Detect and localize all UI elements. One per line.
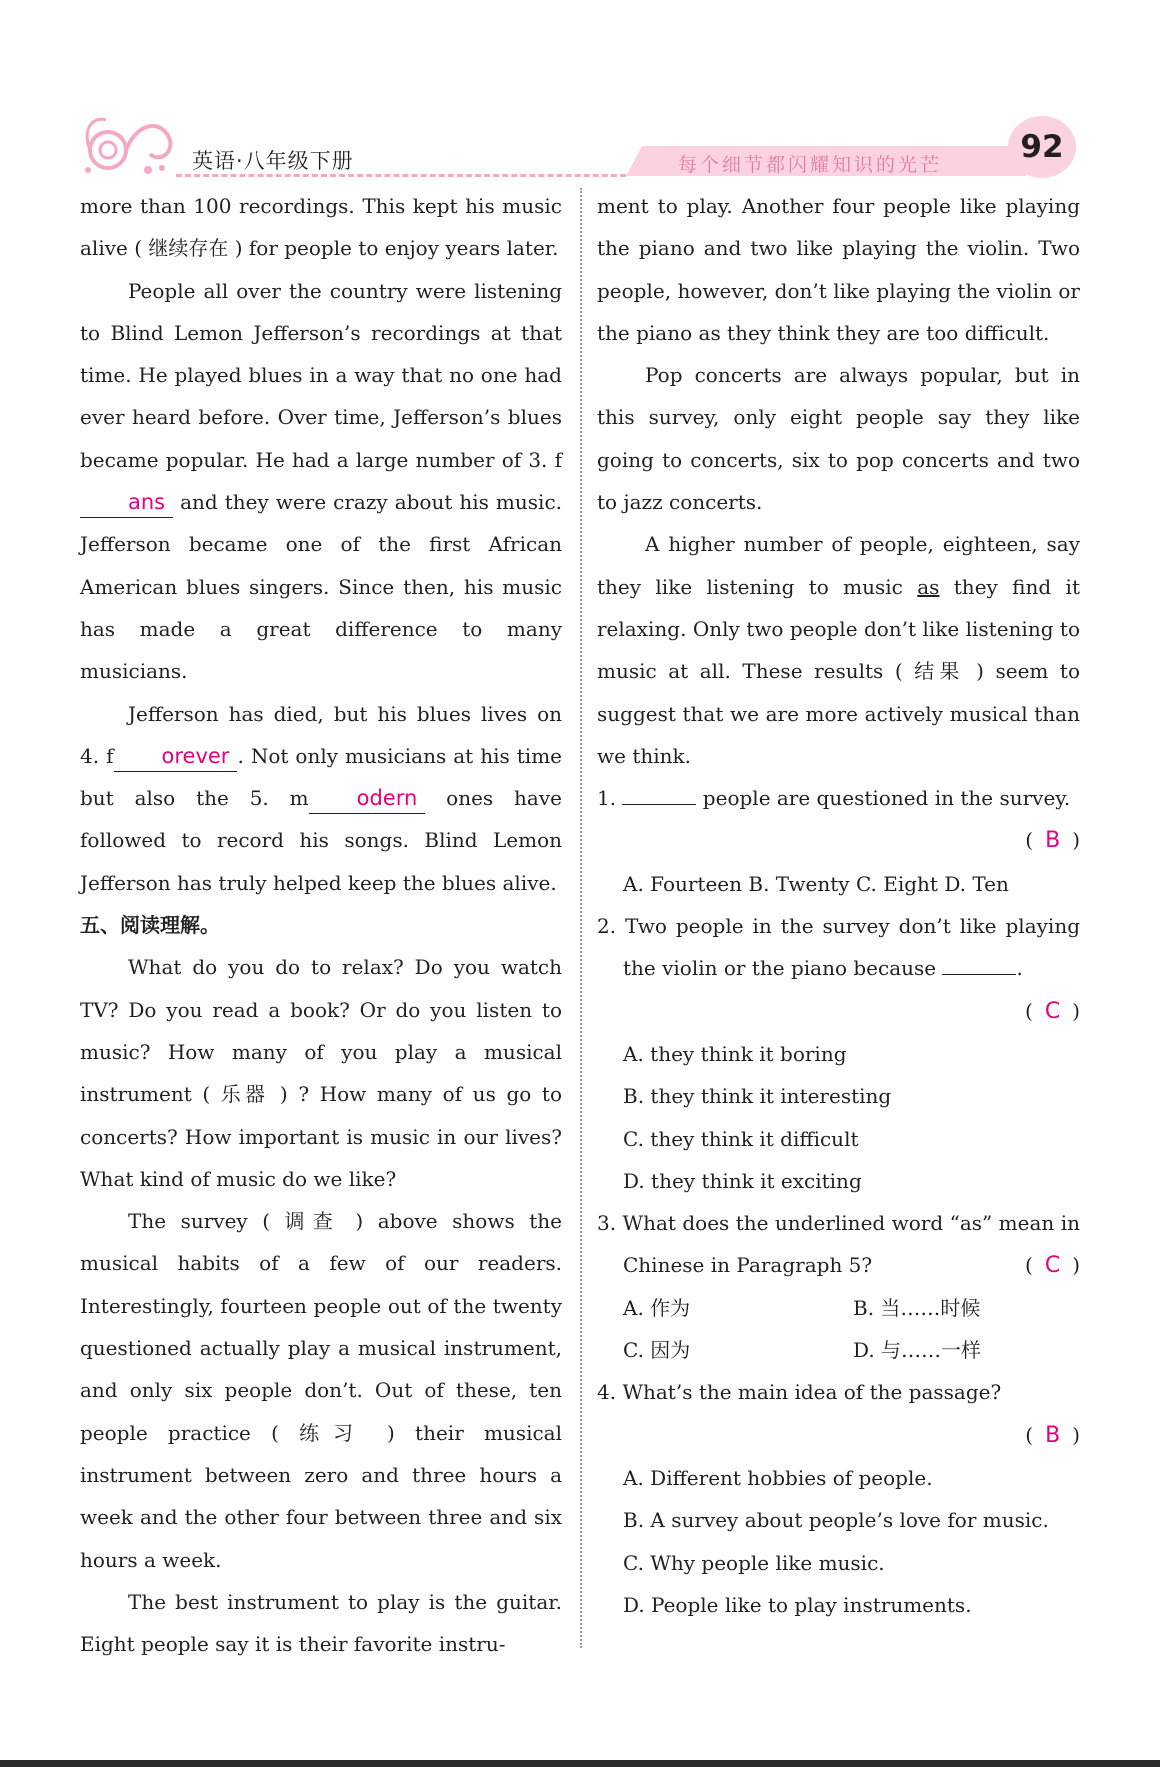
question-text: 2. Two people in the survey don’t like playing the violin or the piano because: [597, 914, 1080, 981]
question-1: [597, 777, 1080, 819]
text-run: People all over the country were listening to Blind Lemon Jefferson’s recordings at that time. He played blues in a way that no one had ever heard before. Over time, Jefferson’s blues became popular. He had a large number of 3. f: [80, 278, 562, 472]
left-column: [80, 185, 562, 1665]
bottom-edge-bar: [0, 1760, 1160, 1767]
text-run: and they were crazy about his music. Jefferson became one of the first African American blues singers. Since then, his music has made a great difference to many musicians.: [80, 490, 562, 684]
question-text: people are questioned in the survey.: [696, 786, 1071, 811]
answer-blank: [622, 782, 696, 805]
paragraph: [80, 693, 562, 904]
column-divider: [580, 188, 582, 1648]
filled-blank-4: orever: [114, 741, 238, 772]
option: A. Different hobbies of people.: [623, 1465, 933, 1490]
subject-title: 英语·八年级下册: [192, 149, 354, 173]
answer-letter: C: [1044, 998, 1061, 1024]
question-number: 1.: [597, 786, 617, 811]
question-3: [597, 1202, 1080, 1287]
right-column: [597, 185, 1080, 1626]
option: B. A survey about people’s love for music.: [623, 1508, 1049, 1533]
option: A. 作为: [623, 1295, 691, 1320]
option: D. People like to play instruments.: [623, 1592, 972, 1617]
answer-bracket: ( C ): [1025, 1253, 1080, 1279]
paragraph: Pop concerts are always popular, but in this survey, only eight people say they like going to concerts, six to pop concerts and two to jazz concerts.: [597, 363, 1080, 515]
question-text: 3. What does the underlined word “as” mean in Chinese in Paragraph 5?: [597, 1211, 1080, 1278]
option: C. they think it difficult: [623, 1126, 859, 1151]
option: C. 因为: [623, 1338, 691, 1363]
paragraph: [597, 523, 1080, 777]
text-run: A higher number of people, eighteen, say they like listening to music: [597, 532, 1080, 599]
text-run: ones have followed to record his songs. Blind Lemon Jefferson has truly helped keep the blues alive.: [80, 786, 562, 895]
answer-blank: [942, 952, 1016, 975]
options-row: [597, 1329, 1080, 1371]
option: D. they think it exciting: [623, 1168, 862, 1193]
option: C. Why people like music.: [623, 1550, 885, 1575]
options-line: A. Fourteen B. Twenty C. Eight D. Ten: [623, 871, 1009, 896]
paragraph: The survey ( 调查 ) above shows the musical habits of a few of our readers. Interestingly, fourteen people out of the twenty questioned actually play a musical instrument, and only six people don’t. Out of these, ten people practice ( 练习 ) their musical instrument between zero and three hours a week and the other four between three and six hours a week.: [80, 1209, 562, 1572]
underlined-word: as: [917, 574, 940, 599]
option: B. 当……时候: [853, 1295, 981, 1320]
answer-letter: B: [1045, 828, 1061, 854]
paragraph: [80, 270, 562, 693]
filled-blank-3: ans: [80, 487, 173, 518]
options-row: [597, 1287, 1051, 1329]
question-2: 2. Two people in the survey don’t like playing the violin or the piano because .: [597, 914, 1080, 981]
answer-bracket: ( B ): [1025, 828, 1080, 854]
option: A. they think it boring: [623, 1041, 847, 1066]
question-4: 4. What’s the main idea of the passage?: [597, 1380, 1002, 1405]
page-number: 92: [1008, 116, 1076, 178]
paragraph: What do you do to relax? Do you watch TV? Do you read a book? Or do you listen to music? How many of you play a musical instrument ( 乐器 ) ? How many of us go to concerts? How important is music in our lives? What kind of music do we like?: [80, 955, 562, 1191]
answer-letter: C: [1044, 1253, 1061, 1279]
paragraph: The best instrument to play is the guitar. Eight people say it is their favorite instru-: [80, 1589, 562, 1657]
paragraph: ment to play. Another four people like playing the piano and two like playing the violin. Two people, however, don’t like playing the violin or the piano as they think they are too difficult.: [597, 194, 1080, 345]
option: B. they think it interesting: [623, 1084, 892, 1109]
slogan-text: 每个细节都闪耀知识的光芒: [678, 154, 943, 176]
option: D. 与……一样: [853, 1338, 982, 1363]
text-run: . Not only musicians at his time but also the 5. m: [80, 743, 563, 811]
answer-bracket: ( C ): [1025, 998, 1080, 1024]
filled-blank-5: odern: [309, 783, 426, 814]
paragraph: more than 100 recordings. This kept his music alive ( 继续存在 ) for people to enjoy years later.: [80, 194, 562, 261]
answer-bracket: ( B ): [1025, 1422, 1080, 1448]
section-heading: 五、阅读理解。: [80, 913, 220, 938]
text-run: Jefferson has died, but his blues lives on 4. f: [80, 701, 562, 768]
text-run: they find it relaxing. Only two people don’t like listening to music at all. These results ( 结果 ) seem to suggest that we are more actively musical than we think.: [597, 574, 1080, 768]
floral-ornament-icon: [78, 110, 178, 182]
answer-letter: B: [1045, 1422, 1061, 1448]
header-divider: [176, 174, 626, 177]
